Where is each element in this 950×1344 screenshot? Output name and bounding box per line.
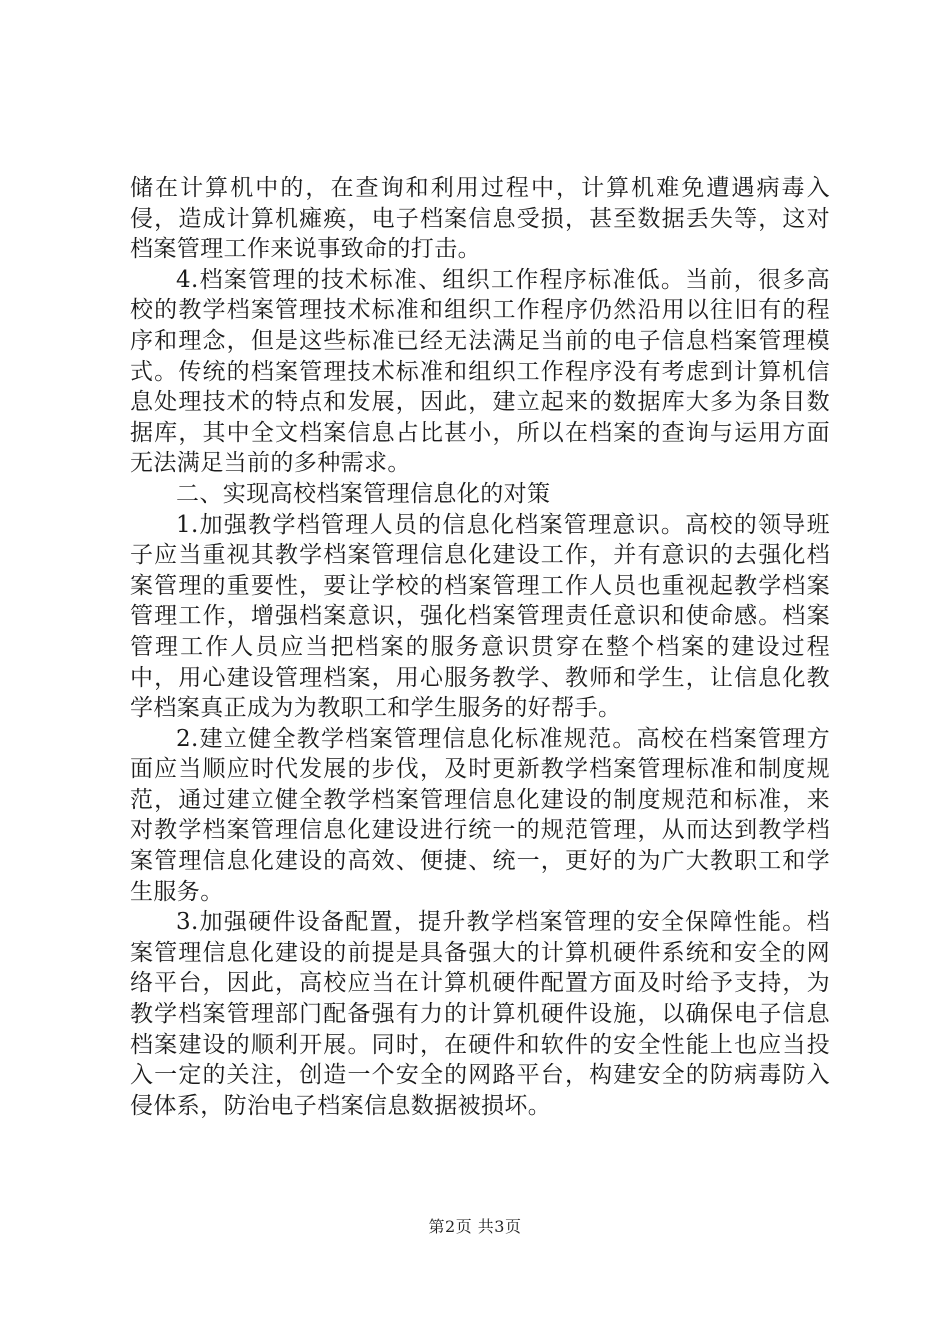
paragraph-item-4: 4.档案管理的技术标准、组织工作程序标准低。当前，很多高校的教学档案管理技术标准和组织工作程序仍然沿用以往旧有的程序和理念，但是这些标准已经无法满足当前的电子信息档案管理模式。传统的档案管理技术标准和组织工作程序没有考虑到计算机信息处理技术的特点和发展，因此，建立起来的数据库大多为条目数据库，其中全文档案信息占比甚小，所以在档案的查询与运用方面无法满足当前的多种需求。 bbox=[130, 266, 830, 477]
paragraph-item-1: 1.加强教学档管理人员的信息化档案管理意识。高校的领导班子应当重视其教学档案管理信息化建设工作，并有意识的去强化档案管理的重要性，要让学校的档案管理工作人员也重视起教学档案管理工作，增强档案意识，强化档案管理责任意识和使命感。档案管理工作人员应当把档案的服务意识贯穿在整个档案的建设过程中，用心建设管理档案，用心服务教学、教师和学生，让信息化教学档案真正成为为教职工和学生服务的好帮手。 bbox=[130, 511, 830, 722]
paragraph-item-2: 2.建立健全教学档案管理信息化标准规范。高校在档案管理方面应当顺应时代发展的步伐，及时更新教学档案管理标准和制度规范，通过建立健全教学档案管理信息化建设的制度规范和标准，来对教学档案管理信息化建设进行统一的规范管理，从而达到教学档案管理信息化建设的高效、便捷、统一，更好的为广大教职工和学生服务。 bbox=[130, 725, 830, 905]
document-body bbox=[130, 173, 830, 1121]
paragraph-continuation: 储在计算机中的，在查询和利用过程中，计算机难免遭遇病毒入侵，造成计算机瘫痪，电子档案信息受损，甚至数据丢失等，这对档案管理工作来说事致命的打击。 bbox=[130, 175, 830, 263]
page-footer bbox=[0, 1217, 950, 1237]
paragraph-item-3: 3.加强硬件设备配置，提升教学档案管理的安全保障性能。档案管理信息化建设的前提是具备强大的计算机硬件系统和安全的网络平台，因此，高校应当在计算机硬件配置方面及时给予支持，为教学档案管理部门配备强有力的计算机硬件设施，以确保电子信息档案建设的顺利开展。同时，在硬件和软件的安全性能上也应当投入一定的关注，创造一个安全的网路平台，构建安全的防病毒防入侵体系，防治电子档案信息数据被损坏。 bbox=[130, 909, 830, 1119]
page-number-label: 第2页 共3页 bbox=[428, 1217, 522, 1236]
section-heading: 二、实现高校档案管理信息化的对策 bbox=[176, 480, 551, 507]
